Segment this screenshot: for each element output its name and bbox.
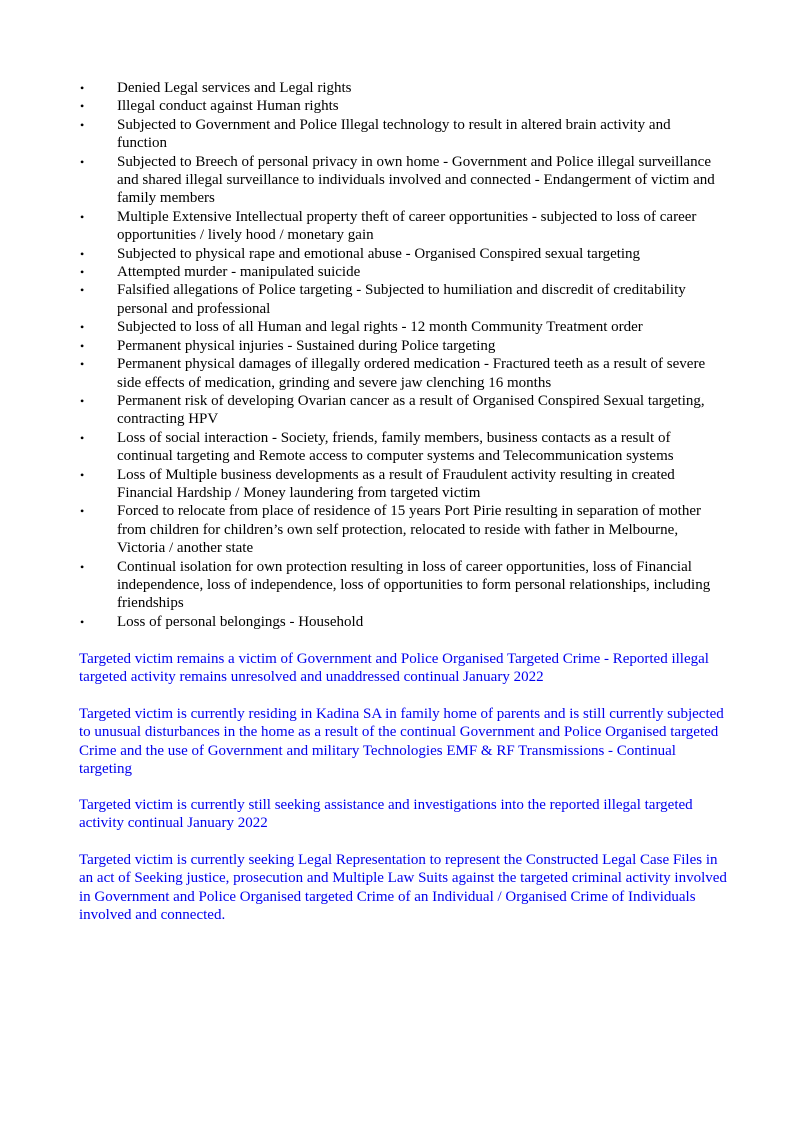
bullet-text: Subjected to loss of all Human and legal rights - 12 month Community Treatment order [117,319,643,336]
bullet-text: Forced to relocate from place of residence of 15 years Port Pirie resulting in separation of mother from children for children’s own self protection, relocated to reside with father in Melbourne, Victoria / another state [117,503,701,557]
bullet-icon: • [80,614,85,629]
bullet-icon: • [80,393,85,408]
bullet-item [0,208,794,245]
bullet-item [0,97,794,115]
bullet-icon: • [80,209,85,224]
bullet-icon: • [80,246,85,261]
bullet-text: Subjected to Government and Police Illegal technology to result in altered brain activity and function [117,116,671,152]
legal-representation-paragraph: Targeted victim is currently seeking Legal Representation to represent the Constructed Legal Case Files in an act of Seeking justice, prosecution and Multiple Law Suits against the targeted criminal activity involved in Government and Police Organised targeted Crime of an Individual / Organised Crime of Individuals involved and connected. [79,852,727,924]
status-paragraph: Targeted victim remains a victim of Government and Police Organised Targeted Crime - Reported illegal targeted activity remains unresolved and unaddressed continual January 2022 [79,651,709,686]
bullet-item [0,153,794,208]
bullet-text: Loss of social interaction - Society, friends, family members, business contacts as a result of continual targeting and Remote access to computer systems and Telecommunication systems [117,429,674,465]
bullet-item [0,558,794,613]
bullet-text: Permanent risk of developing Ovarian cancer as a result of Organised Conspired Sexual targeting, contracting HPV [117,392,705,428]
bullet-text: Permanent physical damages of illegally ordered medication - Fractured teeth as a result of severe side effects of medication, grinding and severe jaw clenching 16 months [117,356,706,391]
bullet-item [0,392,794,429]
bullet-item [0,466,794,503]
bullet-item [0,502,794,557]
bullet-icon: • [80,320,85,335]
bullet-item [0,281,794,318]
bullet-icon: • [80,559,85,574]
bullet-text: Subjected to Breech of personal privacy in own home - Government and Police illegal surveillance and shared illegal surveillance to individuals involved and connected - Endangerment of victim and family members [117,153,715,207]
bullet-item [0,263,794,281]
bullet-text: Permanent physical injuries - Sustained during Police targeting [117,337,496,354]
bullet-item [0,337,794,355]
bullet-icon: • [80,430,85,445]
bullet-list [0,79,794,631]
bullet-item [0,429,794,466]
bullet-icon: • [80,81,85,95]
bullet-item [0,355,794,392]
bullet-icon: • [80,99,85,114]
bullet-text: Attempted murder - manipulated suicide [117,264,361,281]
bullet-item [0,245,794,263]
bullet-text: Multiple Extensive Intellectual property theft of career opportunities - subjected to loss of career opportunities / lively hood / monetary gain [117,208,697,244]
bullet-item [0,318,794,336]
bullet-icon: • [80,117,85,132]
residence-paragraph: Targeted victim is currently residing in Kadina SA in family home of parents and is still currently subjected to unusual disturbances in the home as a result of the continual Government and Police Organised targeted Crime and the use of Government and military Technologies EMF & RF Transmissions - Continual targeting [79,706,724,778]
bullet-item [0,613,794,631]
bullet-item [0,116,794,153]
bullet-icon: • [80,283,85,298]
bullet-icon: • [80,357,85,372]
bullet-text: Loss of Multiple business developments as a result of Fraudulent activity resulting in created Financial Hardship / Money laundering from targeted victim [117,466,675,501]
bullet-text: Continual isolation for own protection resulting in loss of career opportunities, loss of Financial independence, loss of independence, loss of opportunities to form personal relationships, including friendships [117,558,711,612]
bullet-text: Denied Legal services and Legal rights [117,80,352,96]
bullet-text: Subjected to physical rape and emotional abuse - Organised Conspired sexual targeting [117,245,641,262]
bullet-item [0,79,794,97]
bullet-icon: • [80,467,85,482]
bullet-text: Loss of personal belongings - Household [117,613,364,630]
bullet-text: Falsified allegations of Police targeting - Subjected to humiliation and discredit of creditability personal and professional [117,282,686,317]
bullet-icon: • [80,265,85,280]
bullet-text: Illegal conduct against Human rights [117,98,339,115]
bullet-icon: • [80,504,85,519]
bullet-icon: • [80,338,85,353]
bullet-icon: • [80,154,85,169]
assistance-paragraph: Targeted victim is currently still seeking assistance and investigations into the reported illegal targeted activity continual January 2022 [79,797,693,832]
